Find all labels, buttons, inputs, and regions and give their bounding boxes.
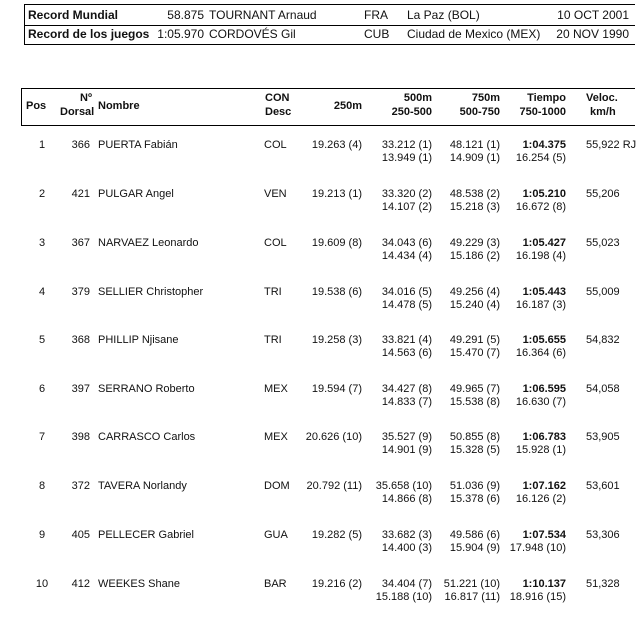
cell-500m: 33.682 (3) [381, 529, 432, 541]
cell-250m: 19.609 (8) [311, 237, 362, 249]
cell-tiempo: 1:05.655 [522, 334, 566, 346]
cell-tiempo: 1:06.595 [522, 383, 566, 395]
cell-750-1000: 17.948 (10) [509, 542, 566, 554]
cell-speed: 55,206 [586, 188, 620, 200]
record-time: 58.875 [167, 8, 204, 22]
record-holder: TOURNANT Arnaud [209, 8, 317, 22]
cell-250m: 19.216 (2) [311, 578, 362, 590]
cell-pos: 10 [35, 578, 49, 590]
table-row [0, 334, 642, 374]
table-row [0, 431, 642, 471]
cell-750m: 49.256 (4) [449, 286, 500, 298]
cell-tiempo: 1:05.210 [522, 188, 566, 200]
table-row [0, 578, 642, 618]
cell-name: PELLECER Gabriel [98, 529, 194, 541]
cell-nation: MEX [264, 383, 288, 395]
cell-250m: 20.626 (10) [305, 431, 362, 443]
cell-750-1000: 16.126 (2) [515, 493, 566, 505]
cell-name: TAVERA Norlandy [98, 480, 187, 492]
cell-nation: TRI [264, 286, 282, 298]
cell-speed: 54,832 [586, 334, 620, 346]
header-desc: Desc [265, 106, 292, 118]
cell-750m: 49.291 (5) [449, 334, 500, 346]
record-nation: FRA [364, 8, 388, 22]
record-time: 1:05.970 [157, 27, 204, 41]
table-row [0, 529, 642, 569]
cell-name: PUERTA Fabián [98, 139, 178, 151]
cell-dorsal: 398 [71, 431, 90, 443]
cell-nation: BAR [264, 578, 287, 590]
cell-speed: 53,601 [586, 480, 620, 492]
cell-pos: 5 [38, 334, 46, 346]
table-row [0, 286, 642, 326]
cell-500m: 34.404 (7) [381, 578, 432, 590]
cell-750m: 50.855 (8) [449, 431, 500, 443]
games-record-line [24, 24, 635, 45]
record-holder: CORDOVÉS Gil [209, 27, 296, 41]
header-kmh: km/h [590, 106, 616, 118]
header-dorsal: Dorsal [60, 106, 95, 118]
cell-250m: 19.263 (4) [311, 139, 362, 151]
cell-500m: 35.658 (10) [375, 480, 432, 492]
header-750m: 750m [471, 92, 500, 104]
cell-500-750: 15.328 (5) [449, 444, 500, 456]
cell-pos: 2 [38, 188, 46, 200]
cell-tiempo: 1:07.162 [522, 480, 566, 492]
cell-tiempo: 1:06.783 [522, 431, 566, 443]
cell-500-750: 14.909 (1) [449, 152, 500, 164]
cell-speed: 53,306 [586, 529, 620, 541]
cell-speed: 53,905 [586, 431, 620, 443]
cell-500-750: 15.904 (9) [449, 542, 500, 554]
table-row [0, 480, 642, 520]
cell-pos: 8 [38, 480, 46, 492]
cell-dorsal: 379 [71, 286, 90, 298]
cell-500m: 34.043 (6) [381, 237, 432, 249]
record-date: 20 NOV 1990 [556, 27, 629, 41]
table-row [0, 383, 642, 423]
header-tiempo: Tiempo [527, 92, 566, 104]
record-date: 10 OCT 2001 [557, 8, 629, 22]
cell-tiempo: 1:05.427 [522, 237, 566, 249]
cell-500-750: 15.240 (4) [449, 299, 500, 311]
cell-750m: 51.221 (10) [443, 578, 500, 590]
table-row [0, 188, 642, 228]
cell-speed: 55,023 [586, 237, 620, 249]
cell-250m: 19.258 (3) [311, 334, 362, 346]
header-250m: 250m [333, 100, 362, 112]
cell-500m: 34.016 (5) [381, 286, 432, 298]
cell-name: PHILLIP Njisane [98, 334, 179, 346]
header-pos: Pos [26, 100, 47, 112]
cell-tiempo: 1:04.375 [522, 139, 566, 151]
cell-name: CARRASCO Carlos [98, 431, 196, 443]
cell-dorsal: 405 [71, 529, 90, 541]
cell-dorsal: 421 [71, 188, 90, 200]
cell-pos: 4 [38, 286, 46, 298]
cell-250-500: 14.866 (8) [381, 493, 432, 505]
cell-speed: 55,009 [586, 286, 620, 298]
cell-nation: DOM [264, 480, 290, 492]
cell-750-1000: 16.254 (5) [515, 152, 566, 164]
cell-speed: 55,922 RJ [586, 139, 637, 151]
cell-pos: 1 [38, 139, 46, 151]
cell-750-1000: 16.364 (6) [515, 347, 566, 359]
cell-250-500: 14.901 (9) [381, 444, 432, 456]
record-label: Record de los juegos [28, 27, 150, 41]
cell-dorsal: 372 [71, 480, 90, 492]
cell-nation: COL [264, 237, 287, 249]
cell-pos: 3 [38, 237, 46, 249]
cell-500m: 33.821 (4) [381, 334, 432, 346]
cell-name: SELLIER Christopher [98, 286, 204, 298]
cell-tiempo: 1:07.534 [522, 529, 566, 541]
cell-dorsal: 366 [71, 139, 90, 151]
cell-500m: 35.527 (9) [381, 431, 432, 443]
cell-pos: 6 [38, 383, 46, 395]
header-dorsal-num: Nº [80, 92, 92, 104]
cell-250m: 19.282 (5) [311, 529, 362, 541]
table-row [0, 139, 642, 179]
cell-250-500: 14.563 (6) [381, 347, 432, 359]
cell-nation: VEN [264, 188, 287, 200]
cell-250m: 19.213 (1) [311, 188, 362, 200]
cell-250-500: 15.188 (10) [375, 591, 432, 603]
cell-tiempo: 1:10.137 [522, 578, 566, 590]
cell-pos: 7 [38, 431, 46, 443]
cell-nation: TRI [264, 334, 282, 346]
world-record-line [24, 4, 635, 26]
header-con: CON [265, 92, 290, 104]
cell-dorsal: 368 [71, 334, 90, 346]
cell-speed: 51,328 [586, 578, 620, 590]
cell-750-1000: 16.198 (4) [515, 250, 566, 262]
record-place: Ciudad de Mexico (MEX) [407, 27, 541, 41]
record-nation: CUB [364, 27, 390, 41]
cell-500-750: 15.538 (8) [449, 396, 500, 408]
cell-250-500: 14.478 (5) [381, 299, 432, 311]
cell-nation: COL [264, 139, 287, 151]
cell-750-1000: 16.187 (3) [515, 299, 566, 311]
cell-750m: 51.036 (9) [449, 480, 500, 492]
header-veloc: Veloc. [586, 92, 618, 104]
record-place: La Paz (BOL) [407, 8, 480, 22]
cell-dorsal: 367 [71, 237, 90, 249]
cell-500m: 33.212 (1) [381, 139, 432, 151]
cell-250-500: 14.400 (3) [381, 542, 432, 554]
cell-750-1000: 18.916 (15) [509, 591, 566, 603]
cell-500-750: 15.186 (2) [449, 250, 500, 262]
cell-name: SERRANO Roberto [98, 383, 195, 395]
cell-pos: 9 [38, 529, 46, 541]
header-500-750: 500-750 [459, 106, 500, 118]
results-table-header [21, 88, 635, 126]
cell-250-500: 13.949 (1) [381, 152, 432, 164]
cell-750-1000: 16.630 (7) [515, 396, 566, 408]
cell-750m: 49.586 (6) [449, 529, 500, 541]
cell-750-1000: 15.928 (1) [515, 444, 566, 456]
cell-500-750: 15.218 (3) [449, 201, 500, 213]
cell-tiempo: 1:05.443 [522, 286, 566, 298]
table-row [0, 237, 642, 277]
header-500m: 500m [403, 92, 432, 104]
cell-500m: 33.320 (2) [381, 188, 432, 200]
cell-750m: 48.538 (2) [449, 188, 500, 200]
header-250-500: 250-500 [391, 106, 432, 118]
cell-name: NARVAEZ Leonardo [98, 237, 199, 249]
cell-500-750: 16.817 (11) [444, 591, 500, 603]
cell-nation: MEX [264, 431, 288, 443]
cell-750m: 48.121 (1) [449, 139, 500, 151]
cell-250m: 19.538 (6) [311, 286, 362, 298]
cell-750-1000: 16.672 (8) [515, 201, 566, 213]
header-nombre: Nombre [98, 100, 140, 112]
cell-nation: GUA [264, 529, 288, 541]
cell-250-500: 14.107 (2) [381, 201, 432, 213]
record-label: Record Mundial [28, 8, 119, 22]
cell-250m: 20.792 (11) [306, 480, 362, 492]
cell-dorsal: 412 [71, 578, 90, 590]
cell-500m: 34.427 (8) [381, 383, 432, 395]
cell-250-500: 14.434 (4) [381, 250, 432, 262]
cell-name: WEEKES Shane [98, 578, 180, 590]
cell-name: PULGAR Angel [98, 188, 174, 200]
cell-750m: 49.965 (7) [449, 383, 500, 395]
cell-750m: 49.229 (3) [449, 237, 500, 249]
cell-speed: 54,058 [586, 383, 620, 395]
cell-dorsal: 397 [71, 383, 90, 395]
header-750-1000: 750-1000 [519, 106, 566, 118]
cell-250-500: 14.833 (7) [381, 396, 432, 408]
cell-500-750: 15.470 (7) [449, 347, 500, 359]
cell-500-750: 15.378 (6) [449, 493, 500, 505]
cell-250m: 19.594 (7) [311, 383, 362, 395]
